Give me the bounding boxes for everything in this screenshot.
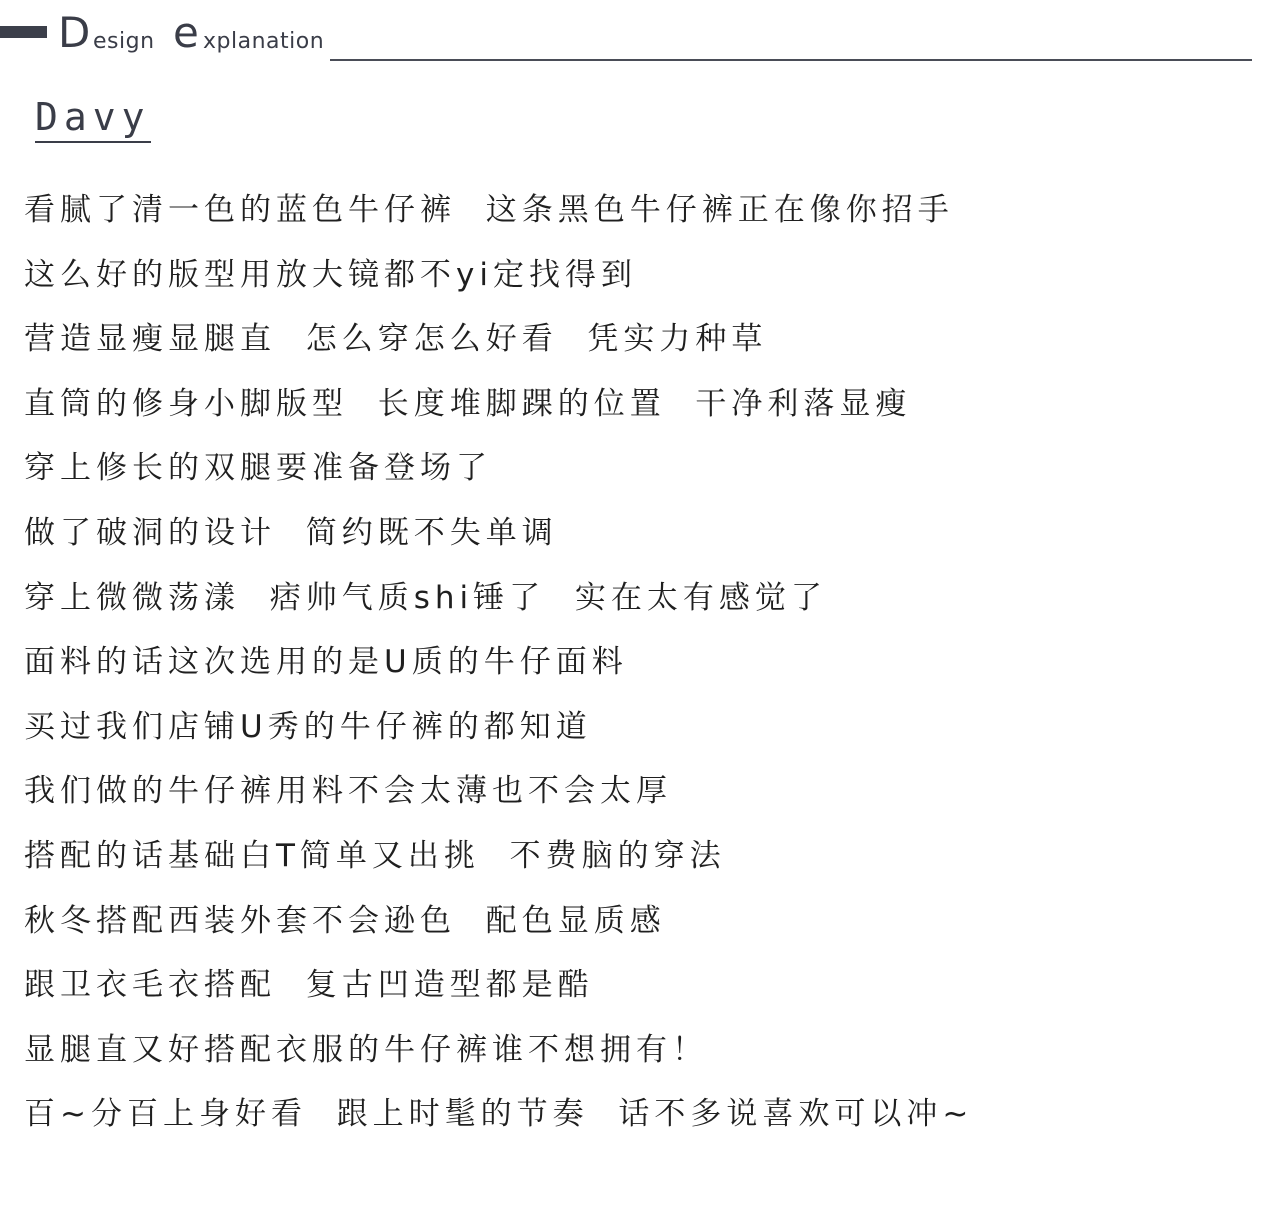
section-header bbox=[0, 0, 1280, 80]
header-divider bbox=[330, 59, 1252, 61]
description-line-2: 这么好的版型用放大镜都不yi定找得到 bbox=[24, 256, 637, 293]
description-line-10: 我们做的牛仔裤用料不会太薄也不会太厚 bbox=[24, 773, 672, 810]
header-accent-bar bbox=[0, 26, 47, 38]
description-line-11: 搭配的话基础白T简单又出挑 不费脑的穿法 bbox=[24, 837, 726, 874]
description-line-6: 做了破洞的设计 简约既不失单调 bbox=[24, 514, 558, 551]
header-title-initial-d: D bbox=[58, 8, 91, 57]
description-line-1: 看腻了清一色的蓝色牛仔裤 这条黑色牛仔裤正在像你招手 bbox=[24, 192, 954, 228]
description-line-8: 面料的话这次选用的是U质的牛仔面料 bbox=[24, 644, 628, 681]
description-line-4: 直筒的修身小脚版型 长度堆脚踝的位置 干净利落显瘦 bbox=[24, 385, 912, 422]
description-line-12: 秋冬搭配西装外套不会逊色 配色显质感 bbox=[24, 902, 666, 939]
description-text bbox=[24, 187, 973, 1156]
description-line-5: 穿上修长的双腿要准备登场了 bbox=[24, 450, 492, 487]
description-line-9: 买过我们店铺U秀的牛仔裤的都知道 bbox=[24, 708, 592, 745]
author-name: Davy bbox=[35, 93, 151, 143]
description-line-7: 穿上微微荡漾 痞帅气质shi锤了 实在太有感觉了 bbox=[24, 579, 827, 616]
header-title-word-explanation: xplanation bbox=[203, 29, 325, 54]
description-line-3: 营造显瘦显腿直 怎么穿怎么好看 凭实力种草 bbox=[24, 321, 768, 358]
description-line-15: 百~分百上身好看 跟上时髦的节奏 话不多说喜欢可以冲~ bbox=[24, 1096, 974, 1133]
description-line-13: 跟卫衣毛衣搭配 复古凹造型都是酷 bbox=[24, 967, 594, 1004]
description-line-14: 显腿直又好搭配衣服的牛仔裤谁不想拥有！ bbox=[24, 1031, 708, 1068]
header-title-word-design: esign bbox=[93, 29, 155, 54]
header-title-initial-e: e bbox=[173, 8, 199, 57]
